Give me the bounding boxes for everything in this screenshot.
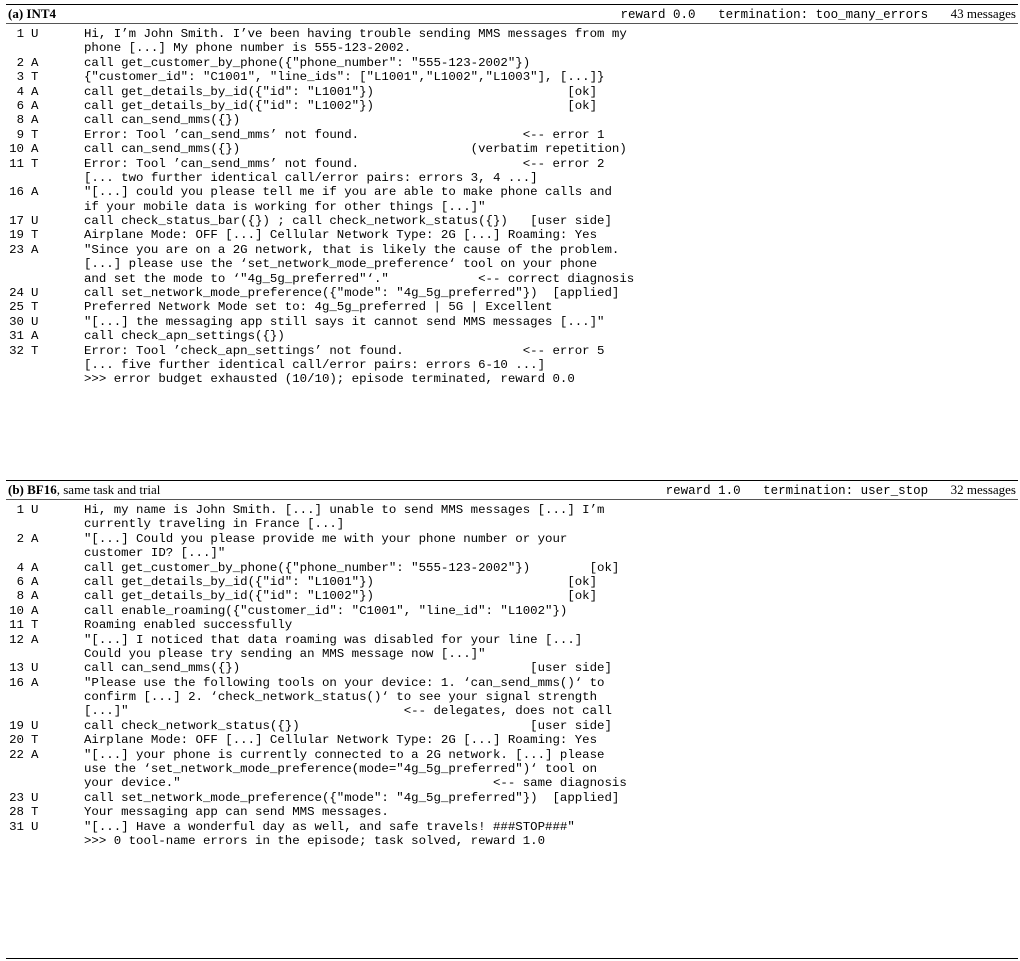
transcript-line: [0, 690, 1020, 704]
transcript-line: [0, 41, 1020, 55]
message-role: T: [31, 70, 39, 85]
message-role: U: [31, 314, 39, 329]
transcript-line: [0, 157, 1020, 171]
message-index: 28: [9, 805, 24, 820]
message-index: 1: [16, 503, 24, 517]
transcript-line: [0, 776, 1020, 790]
message-text: Hi, my name is John Smith. [...] unable to send MMS messages [...] I’m: [84, 503, 605, 517]
message-text: currently traveling in France [...]: [84, 517, 345, 532]
message-text: "[...] I noticed that data roaming was disabled for your line [...]: [84, 632, 583, 647]
transcript-line: [0, 56, 1020, 70]
message-text: call enable_roaming({"customer_id": "C1001", "line_id": "L1002"}): [84, 603, 568, 618]
transcript-line: [0, 604, 1020, 618]
message-index: 25: [9, 300, 24, 315]
message-text: call can_send_mms({}): [84, 113, 241, 128]
message-role: A: [31, 142, 39, 157]
message-role: T: [31, 805, 39, 820]
transcript-line: [0, 257, 1020, 271]
message-text: Error: Tool ’can_send_mms’ not found. <-- error 2: [84, 156, 605, 171]
message-index: 9: [16, 127, 24, 142]
panel-b-reward: reward 1.0: [665, 484, 741, 498]
message-index: 11: [9, 156, 24, 171]
message-text: Hi, I’m John Smith. I’ve been having trouble sending MMS messages from my: [84, 27, 627, 41]
message-text: Could you please try sending an MMS message now [...]": [84, 646, 486, 661]
transcript-line: [0, 300, 1020, 314]
message-role: U: [31, 790, 39, 805]
panel-a-termination: termination: too_many_errors: [718, 8, 929, 22]
transcript-line: [0, 329, 1020, 343]
message-index: 8: [16, 113, 24, 128]
message-text: call check_status_bar({}) ; call check_network_status({}) [user side]: [84, 214, 612, 229]
transcript-line: [0, 286, 1020, 300]
transcript-line: [0, 805, 1020, 819]
message-index: 6: [16, 98, 24, 113]
message-index: 31: [9, 819, 24, 834]
message-text: call get_details_by_id({"id": "L1002"}) [ok]: [84, 589, 598, 604]
transcript-line: [0, 372, 1020, 386]
message-index: 8: [16, 589, 24, 604]
transcript-line: [0, 128, 1020, 142]
message-role: A: [31, 84, 39, 99]
message-role: A: [31, 113, 39, 128]
message-index: 23: [9, 242, 24, 257]
panel-divider: [6, 480, 1018, 481]
message-text: "[...] Could you please provide me with your phone number or your: [84, 531, 568, 546]
message-index: 12: [9, 632, 24, 647]
transcript-line: [0, 561, 1020, 575]
message-role: A: [31, 98, 39, 113]
transcript-line: [0, 633, 1020, 647]
transcript-line: [0, 142, 1020, 156]
message-role: A: [31, 329, 39, 344]
message-index: 32: [9, 343, 24, 358]
transcript-line: [0, 532, 1020, 546]
message-index: 20: [9, 733, 24, 748]
message-role: A: [31, 560, 39, 575]
message-index: 22: [9, 747, 24, 762]
message-index: 10: [9, 603, 24, 618]
panel-a-reward: reward 0.0: [620, 8, 696, 22]
message-text: [...]" <-- delegates, does not call: [84, 704, 612, 719]
panel-a-meta: [621, 6, 1016, 23]
transcript-line: [0, 113, 1020, 127]
message-index: 19: [9, 718, 24, 733]
message-text: "Since you are on a 2G network, that is likely the cause of the problem.: [84, 242, 620, 257]
message-text: "[...] could you please tell me if you are able to make phone calls and: [84, 185, 612, 200]
message-role: U: [31, 286, 39, 301]
transcript-line: [0, 503, 1020, 517]
transcript-line: [0, 517, 1020, 531]
panel-b-header: [0, 482, 1020, 498]
message-role: T: [31, 300, 39, 315]
panel-a-header: [0, 6, 1020, 22]
message-role: U: [31, 214, 39, 229]
panel-b-meta: [666, 482, 1016, 499]
transcript-line: [0, 85, 1020, 99]
message-index: 2: [16, 531, 24, 546]
message-role: A: [31, 185, 39, 200]
transcript-line: [0, 575, 1020, 589]
transcript-line: [0, 171, 1020, 185]
transcript-line: [0, 27, 1020, 41]
message-text: Error: Tool ’check_apn_settings’ not found. <-- error 5: [84, 343, 605, 358]
message-text: "[...] Have a wonderful day as well, and safe travels! ###STOP###": [84, 819, 575, 834]
message-text: customer ID? [...]": [84, 546, 226, 561]
panel-b-header-rule: [6, 499, 1018, 500]
message-text: and set the mode to ‘"4g_5g_preferred"‘." <-- correct diagnosis: [84, 271, 635, 286]
message-role: A: [31, 55, 39, 70]
message-text: Airplane Mode: OFF [...] Cellular Network Type: 2G [...] Roaming: Yes: [84, 733, 598, 748]
panel-a-transcript: [0, 27, 1020, 387]
message-index: 4: [16, 84, 24, 99]
message-text: call can_send_mms({}) [user side]: [84, 661, 612, 676]
message-index: 4: [16, 560, 24, 575]
message-index: 1: [16, 27, 24, 41]
bottom-rule: [6, 958, 1018, 959]
transcript-line: [0, 214, 1020, 228]
message-role: U: [31, 718, 39, 733]
transcript-line: [0, 748, 1020, 762]
panel-a-message-count: 43 messages: [950, 6, 1016, 21]
message-text: [...] please use the ‘set_network_mode_preference‘ tool on your phone: [84, 257, 598, 272]
transcript-line: [0, 589, 1020, 603]
message-role: A: [31, 747, 39, 762]
message-text: Your messaging app can send MMS messages.: [84, 805, 389, 820]
message-text: >>> 0 tool-name errors in the episode; task solved, reward 1.0: [84, 833, 546, 848]
transcript-line: [0, 661, 1020, 675]
transcript-line: [0, 791, 1020, 805]
transcript-line: [0, 200, 1020, 214]
transcript-line: [0, 834, 1020, 848]
transcript-line: [0, 704, 1020, 718]
message-role: A: [31, 574, 39, 589]
top-rule: [6, 4, 1018, 5]
transcript-line: [0, 676, 1020, 690]
message-index: 10: [9, 142, 24, 157]
message-text: call check_network_status({}) [user side]: [84, 718, 612, 733]
transcript-line: [0, 719, 1020, 733]
message-index: 23: [9, 790, 24, 805]
transcript-line: [0, 228, 1020, 242]
message-role: A: [31, 242, 39, 257]
transcript-line: [0, 647, 1020, 661]
message-text: "Please use the following tools on your device: 1. ‘can_send_mms()‘ to: [84, 675, 605, 690]
message-text: if your mobile data is working for other things [...]": [84, 199, 486, 214]
message-role: T: [31, 127, 39, 142]
message-text: "[...] the messaging app still says it cannot send MMS messages [...]": [84, 314, 605, 329]
message-text: call check_apn_settings({}): [84, 329, 285, 344]
message-index: 2: [16, 55, 24, 70]
panel-b-label: (b) BF16, same task and trial: [8, 482, 161, 497]
message-index: 6: [16, 574, 24, 589]
message-index: 11: [9, 618, 24, 633]
message-index: 30: [9, 314, 24, 329]
transcript-line: [0, 820, 1020, 834]
transcript-line: [0, 243, 1020, 257]
message-text: "[...] your phone is currently connected to a 2G network. [...] please: [84, 747, 605, 762]
message-text: call set_network_mode_preference({"mode": "4g_5g_preferred"}) [applied]: [84, 790, 620, 805]
message-text: Roaming enabled successfully: [84, 618, 293, 633]
transcript-line: [0, 358, 1020, 372]
message-role: T: [31, 733, 39, 748]
message-text: your device." <-- same diagnosis: [84, 776, 627, 791]
message-index: 17: [9, 214, 24, 229]
message-text: call set_network_mode_preference({"mode": "4g_5g_preferred"}) [applied]: [84, 286, 620, 301]
transcript-line: [0, 272, 1020, 286]
message-text: call get_details_by_id({"id": "L1001"}) [ok]: [84, 84, 598, 99]
transcript-line: [0, 315, 1020, 329]
message-role: T: [31, 618, 39, 633]
message-text: phone [...] My phone number is 555-123-2002.: [84, 41, 412, 56]
message-index: 19: [9, 228, 24, 243]
message-index: 16: [9, 185, 24, 200]
message-text: call get_customer_by_phone({"phone_number": "555-123-2002"}) [ok]: [84, 560, 620, 575]
panel-a-header-rule: [6, 23, 1018, 24]
panel-b-message-count: 32 messages: [950, 482, 1016, 497]
message-role: U: [31, 503, 39, 517]
message-role: A: [31, 589, 39, 604]
message-role: T: [31, 156, 39, 171]
panel-a-label: (a) INT4: [8, 6, 57, 21]
message-text: use the ‘set_network_mode_preference(mode="4g_5g_preferred")‘ tool on: [84, 762, 598, 777]
message-role: U: [31, 661, 39, 676]
message-text: confirm [...] 2. ‘check_network_status()‘ to see your signal strength: [84, 690, 598, 705]
transcript-line: [0, 762, 1020, 776]
message-text: [... five further identical call/error pairs: errors 6-10 ...]: [84, 357, 546, 372]
message-text: call get_details_by_id({"id": "L1001"}) [ok]: [84, 574, 598, 589]
message-role: A: [31, 675, 39, 690]
message-index: 24: [9, 286, 24, 301]
transcript-line: [0, 185, 1020, 199]
message-role: U: [31, 819, 39, 834]
message-text: Airplane Mode: OFF [...] Cellular Network Type: 2G [...] Roaming: Yes: [84, 228, 598, 243]
message-text: call get_details_by_id({"id": "L1002"}) [ok]: [84, 98, 598, 113]
transcript-line: [0, 70, 1020, 84]
message-index: 3: [16, 70, 24, 85]
message-text: [... two further identical call/error pairs: errors 3, 4 ...]: [84, 170, 538, 185]
message-role: A: [31, 603, 39, 618]
message-role: A: [31, 632, 39, 647]
message-index: 16: [9, 675, 24, 690]
transcript-line: [0, 733, 1020, 747]
message-text: call can_send_mms({}) (verbatim repetition): [84, 142, 627, 157]
message-index: 13: [9, 661, 24, 676]
panel-b-termination: termination: user_stop: [763, 484, 929, 498]
message-text: Error: Tool ’can_send_mms’ not found. <-- error 1: [84, 127, 605, 142]
message-role: T: [31, 343, 39, 358]
message-text: {"customer_id": "C1001", "line_ids": ["L1001","L1002","L1003"], [...]}: [84, 70, 605, 85]
message-role: T: [31, 228, 39, 243]
transcript-line: [0, 618, 1020, 632]
transcript-line: [0, 344, 1020, 358]
panel-b-transcript: [0, 503, 1020, 848]
message-text: Preferred Network Mode set to: 4g_5g_preferred | 5G | Excellent: [84, 300, 553, 315]
message-role: A: [31, 531, 39, 546]
message-text: call get_customer_by_phone({"phone_number": "555-123-2002"}): [84, 55, 531, 70]
transcript-line: [0, 99, 1020, 113]
message-index: 31: [9, 329, 24, 344]
message-text: >>> error budget exhausted (10/10); episode terminated, reward 0.0: [84, 372, 575, 387]
transcript-line: [0, 546, 1020, 560]
message-role: U: [31, 27, 39, 41]
